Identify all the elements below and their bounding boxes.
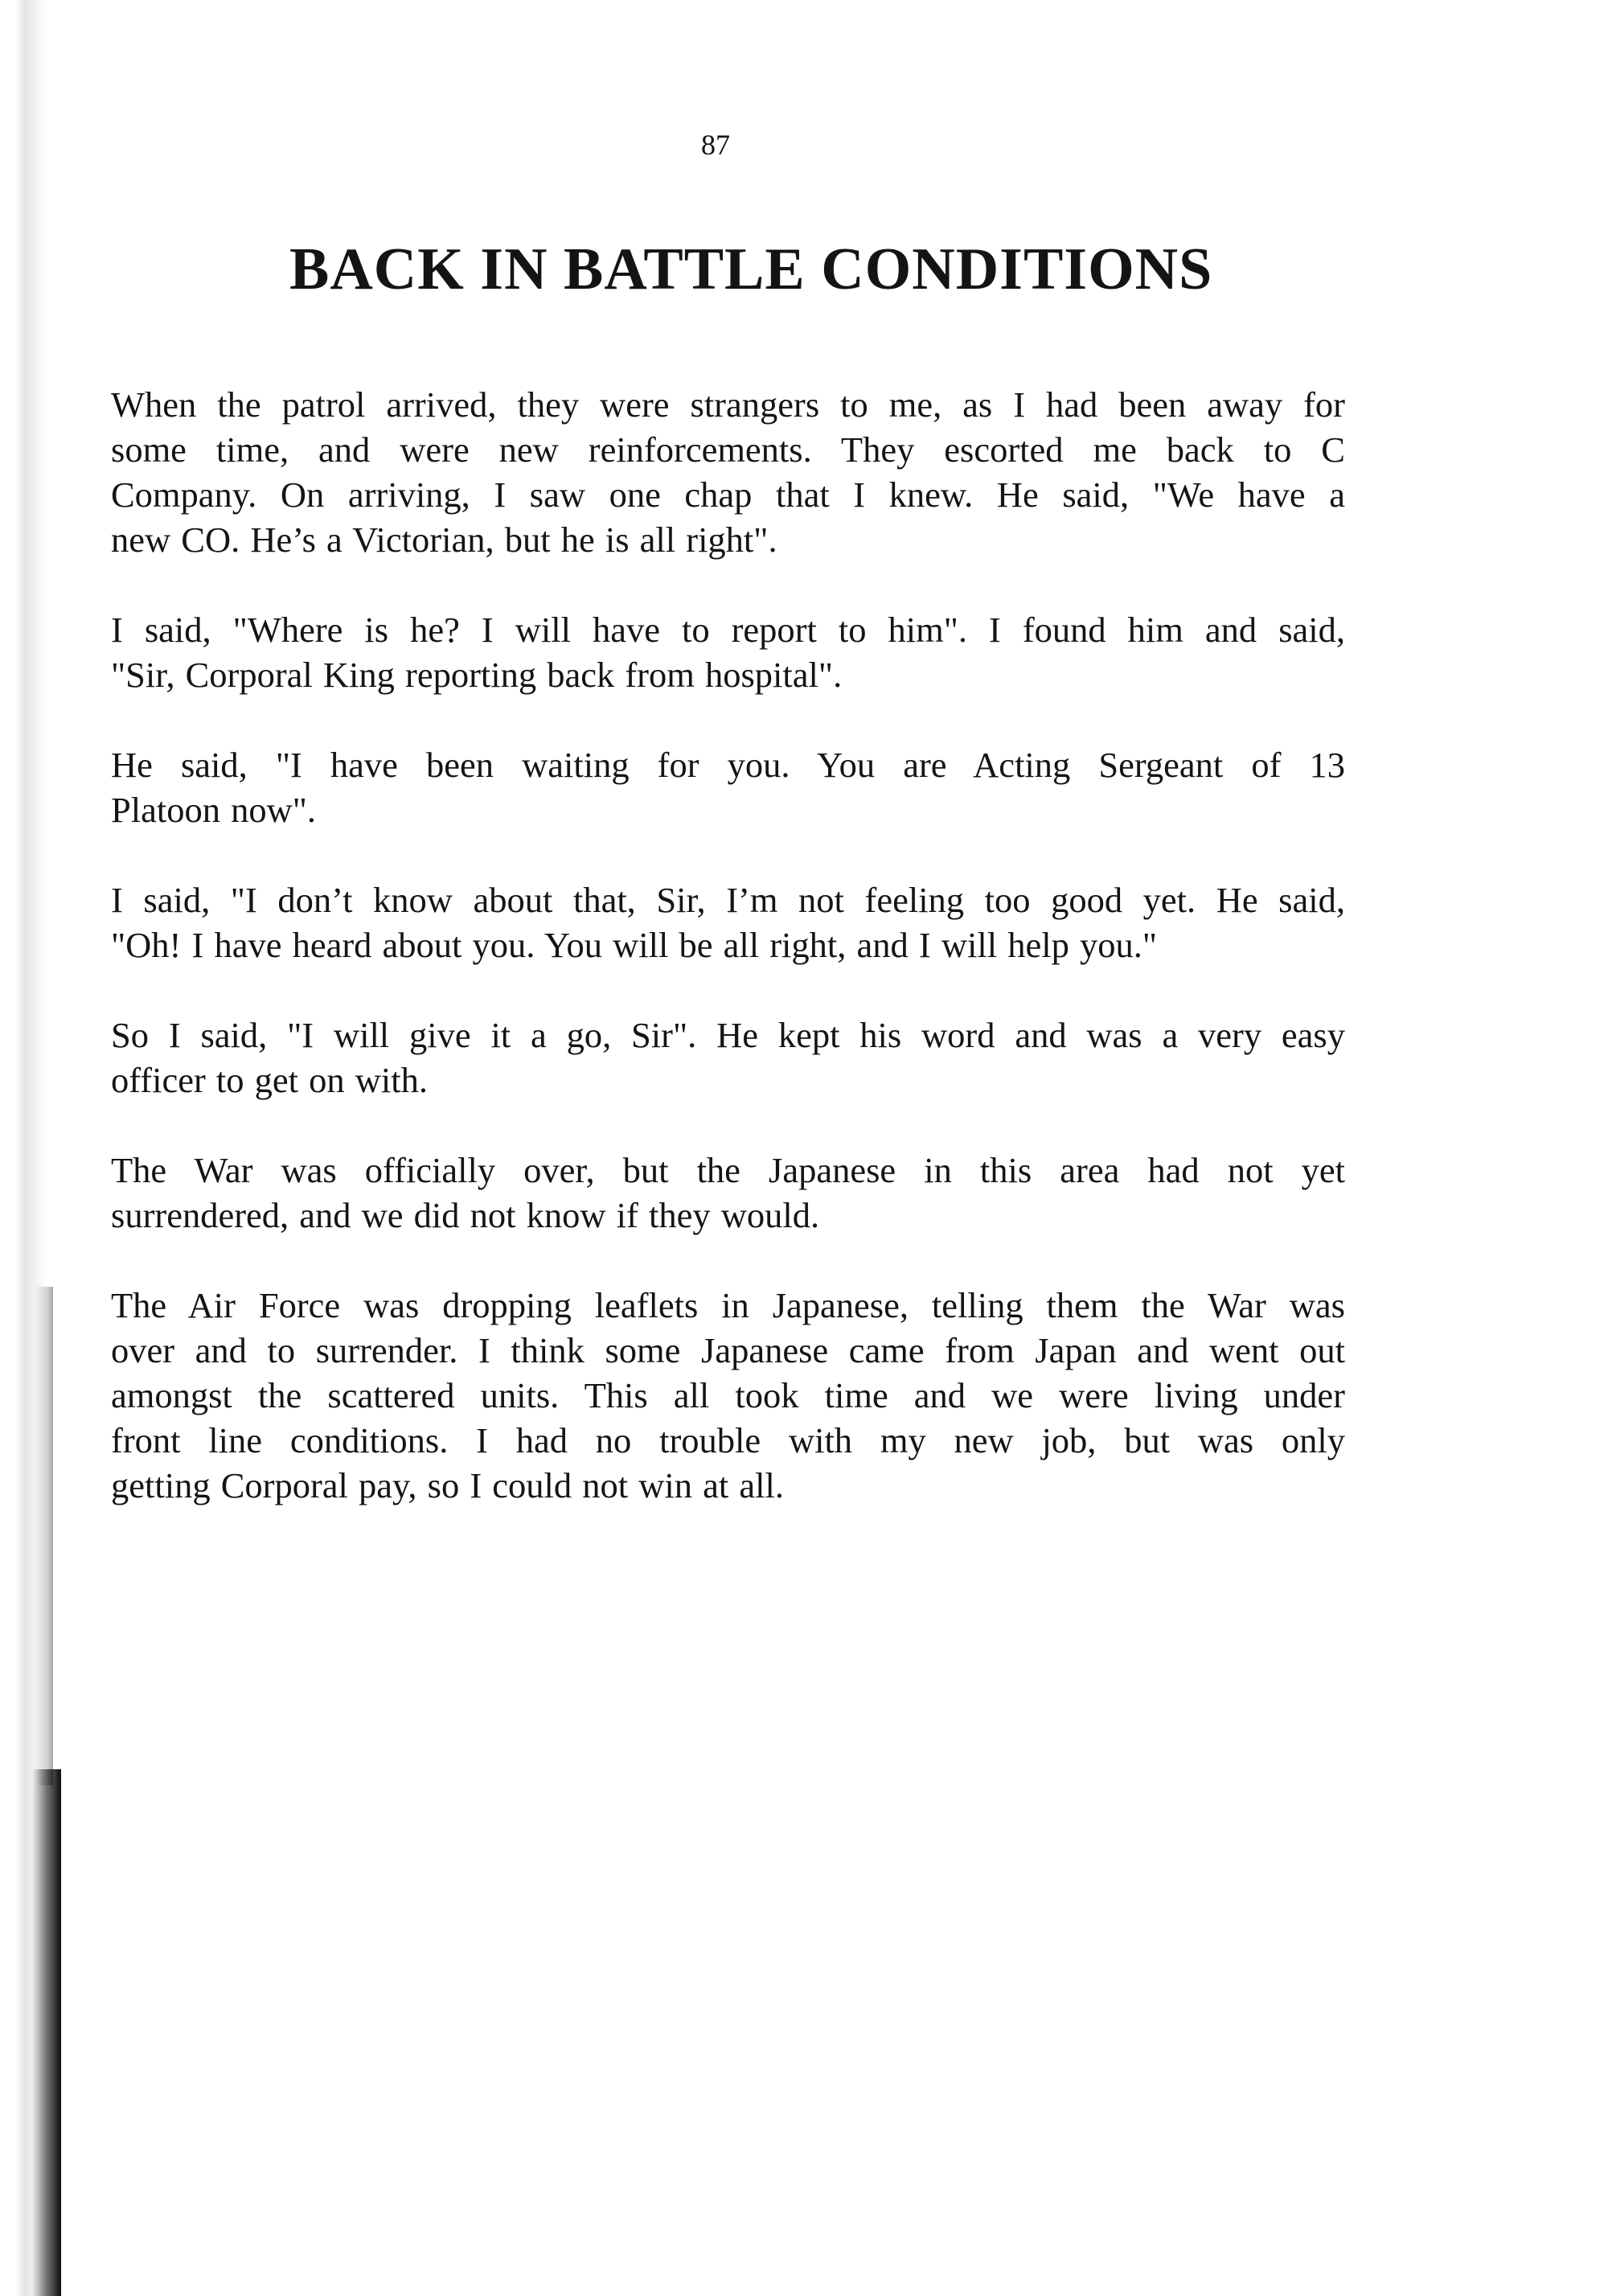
text-line: I said, "I don’t know about that, Sir, I’m not feeling too good yet. He said, xyxy=(111,880,1345,920)
binding-edge-dark xyxy=(32,1769,61,2296)
text-line: surrendered, and we did not know if they would. xyxy=(111,1195,820,1235)
text-line: "Oh! I have heard about you. You will be all right, and I will help you." xyxy=(111,925,1157,965)
text-line: The Air Force was dropping leaflets in Japanese, telling them the War was xyxy=(111,1285,1345,1325)
text-line: some time, and were new reinforcements. They escorted me back to C xyxy=(111,429,1345,470)
text-line: getting Corporal pay, so I could not win at all. xyxy=(111,1465,784,1505)
text-line: Platoon now". xyxy=(111,790,317,830)
paragraph xyxy=(111,607,1345,697)
body-text xyxy=(111,382,1345,1553)
binding-edge-mid xyxy=(35,1287,53,1785)
chapter-title: BACK IN BATTLE CONDITIONS xyxy=(289,236,1213,302)
text-line: When the patrol arrived, they were strangers to me, as I had been away for xyxy=(111,384,1345,425)
paragraph xyxy=(111,382,1345,562)
text-line: "Sir, Corporal King reporting back from hospital". xyxy=(111,655,843,695)
text-line: He said, "I have been waiting for you. You are Acting Sergeant of 13 xyxy=(111,745,1345,785)
text-line: amongst the scattered units. This all took time and we were living under xyxy=(111,1375,1345,1415)
text-line: new CO. He’s a Victorian, but he is all right". xyxy=(111,520,777,560)
page-number: 87 xyxy=(701,129,730,161)
text-line: Company. On arriving, I saw one chap that I knew. He said, "We have a xyxy=(111,474,1345,515)
text-line: I said, "Where is he? I will have to report to him". I found him and said, xyxy=(111,610,1345,650)
paragraph xyxy=(111,1012,1345,1103)
paragraph xyxy=(111,1148,1345,1238)
text-line: front line conditions. I had no trouble with my new job, but was only xyxy=(111,1420,1345,1460)
text-line: The War was officially over, but the Japanese in this area had not yet xyxy=(111,1150,1345,1190)
text-line: So I said, "I will give it a go, Sir". He kept his word and was a very easy xyxy=(111,1015,1345,1055)
text-line: officer to get on with. xyxy=(111,1060,428,1100)
text-line: over and to surrender. I think some Japanese came from Japan and went out xyxy=(111,1330,1345,1370)
paragraph xyxy=(111,1283,1345,1508)
paragraph xyxy=(111,877,1345,967)
paragraph xyxy=(111,742,1345,832)
